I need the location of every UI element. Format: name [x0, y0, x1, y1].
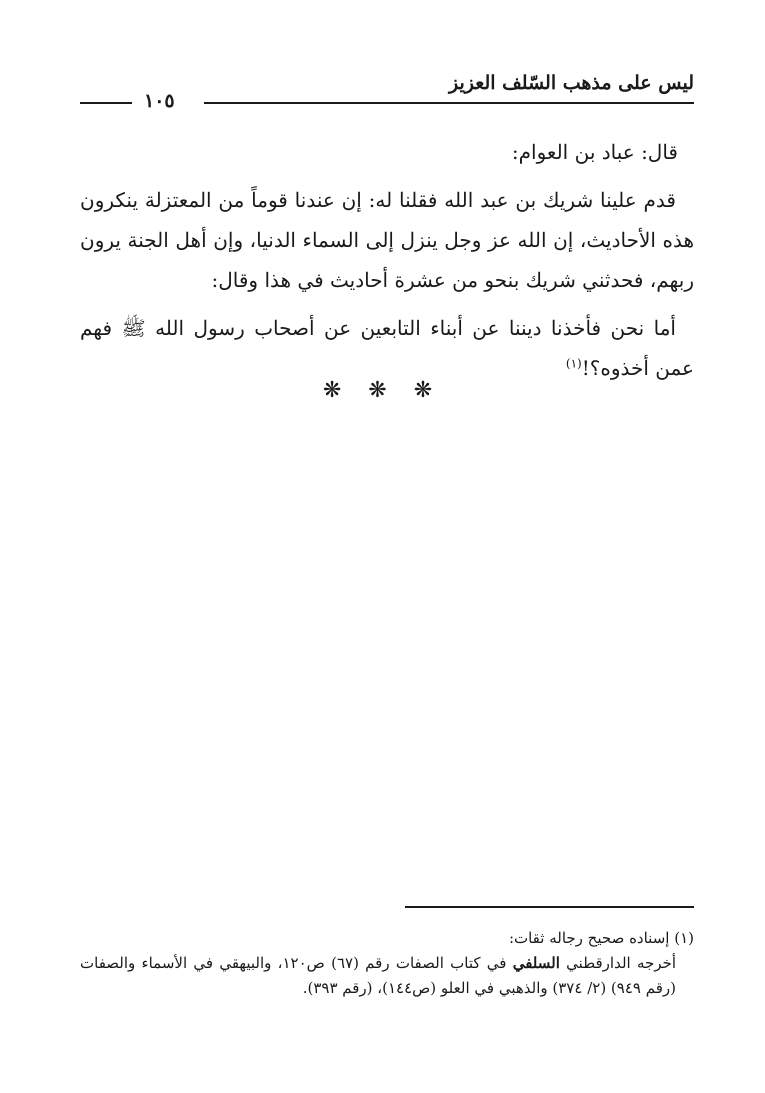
paragraph-statement-text: أما نحن فأخذنا ديننا عن أبناء التابعين عن أصحاب رسول الله ﷺ فهم عمن أخذوه؟!: [80, 316, 694, 380]
paragraph-narration: قدم علينا شريك بن عبد الله فقلنا له: إن عندنا قوماً من المعتزلة ينكرون هذه الأحاديث، إن الله عز وجل ينزل إلى السماء الدنيا، وإن أهل الجنة يرون ربهم، فحدثني شريك بنحو من عشرة أحاديث في هذا وقال:: [80, 188, 694, 292]
footnote-1-body: [80, 951, 694, 1001]
section-separator: ❋ ❋ ❋: [322, 378, 443, 403]
footnote-1-text-a: أخرجه الدارقطني: [559, 954, 677, 972]
page-header: [80, 68, 694, 112]
header-rule: [204, 102, 694, 104]
page-number: ١٠٥: [144, 90, 175, 112]
footnotes: [80, 926, 694, 1001]
paragraph-speaker: قال: عباد بن العوام:: [511, 140, 678, 164]
footnote-1-bold: السلفي: [512, 954, 560, 972]
footnote-1-heading: (١) إسناده صحيح رجاله ثقات:: [508, 929, 694, 947]
header-rule-left: [80, 102, 132, 104]
footnote-reference[interactable]: (١): [565, 356, 582, 371]
paragraph-statement: [80, 308, 694, 388]
footnote-1-text-b: في كتاب الصفات رقم (٦٧) ص١٢٠، والبيهقي في الأسماء والصفات (رقم ٩٤٩) (٢/ ٣٧٤) والذهبي في العلو (ص١٤٤)، (رقم ٣٩٣).: [80, 954, 676, 997]
main-text: [80, 132, 694, 396]
running-title: ليس على مذهب السّلف العزيز: [449, 72, 694, 94]
footnote-rule: [405, 906, 694, 908]
